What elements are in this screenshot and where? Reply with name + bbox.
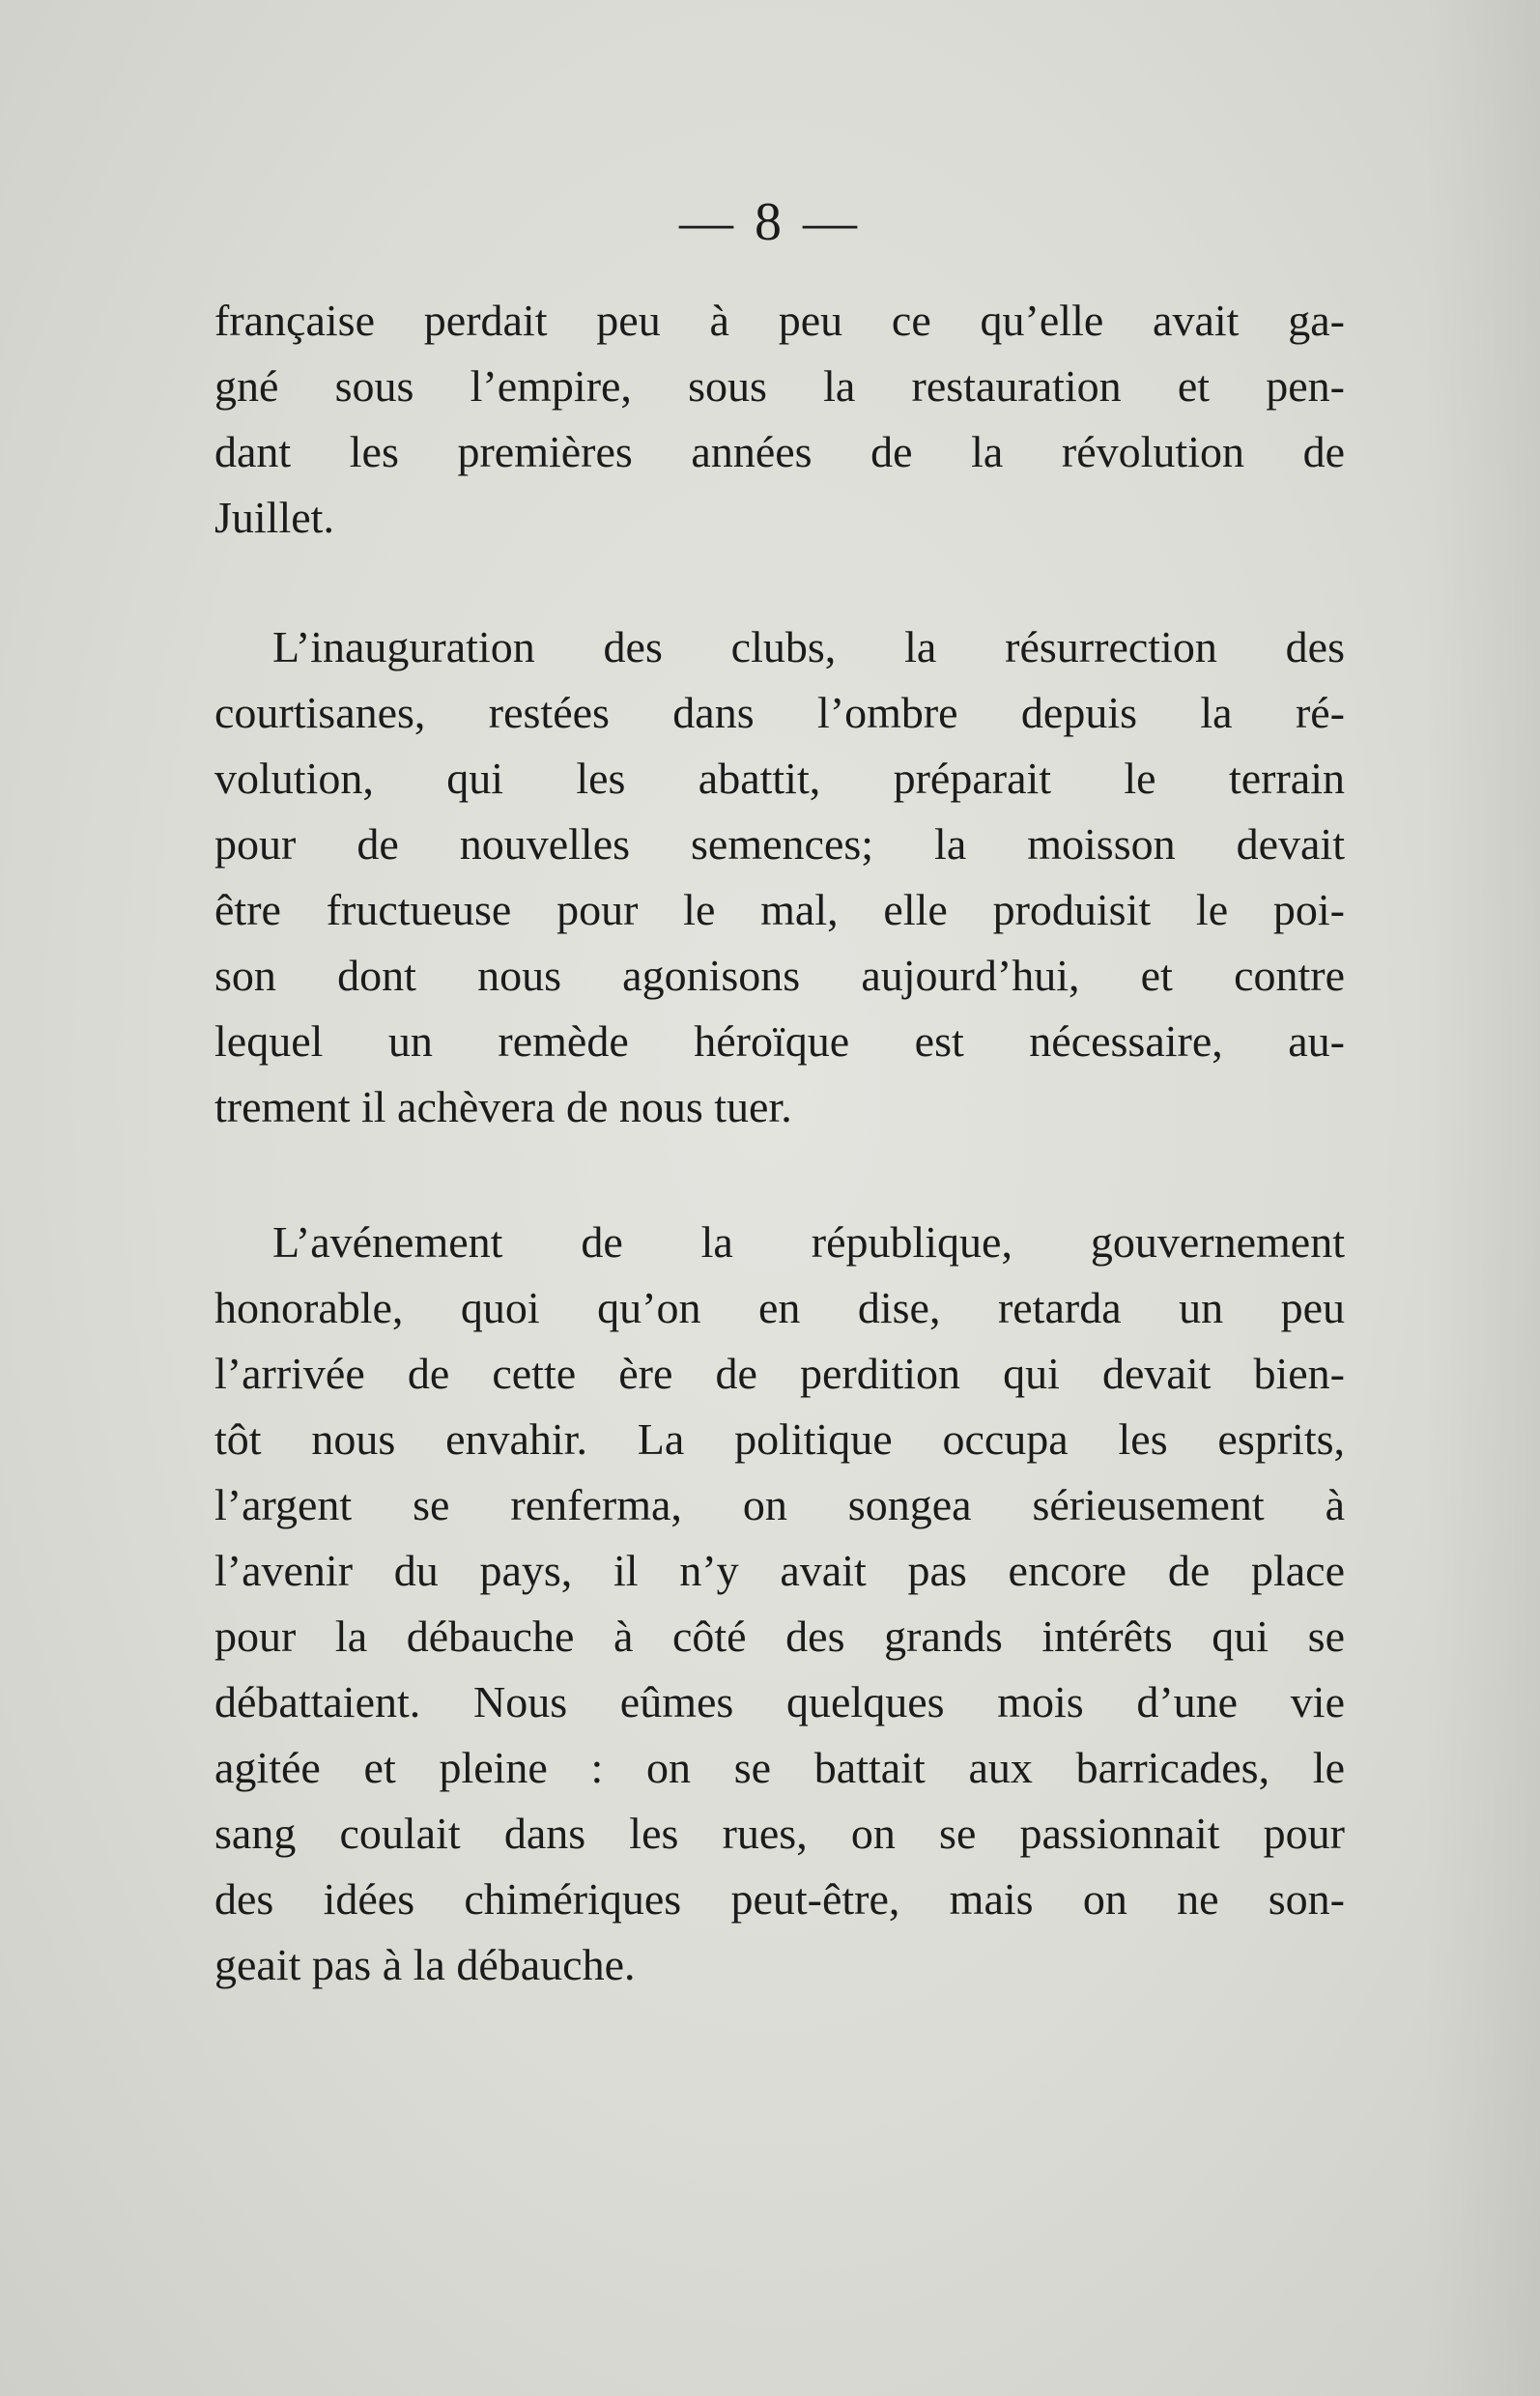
- text-line: débattaient. Nous eûmes quelques mois d’une vie: [214, 1677, 1345, 1726]
- text-line: pour la débauche à côté des grands intérêts qui se: [214, 1612, 1345, 1661]
- text-line: volution, qui les abattit, préparait le terrain: [214, 754, 1345, 803]
- text-line: agitée et pleine : on se battait aux barricades, le: [214, 1743, 1345, 1792]
- text-line: l’arrivée de cette ère de perdition qui devait bien-: [214, 1349, 1345, 1398]
- text-line: honorable, quoi qu’on en dise, retarda un peu: [214, 1283, 1345, 1332]
- text-line: courtisanes, restées dans l’ombre depuis la ré-: [214, 688, 1345, 737]
- paragraph-3: [214, 1210, 1345, 1998]
- text-line: L’avénement de la république, gouvernement: [272, 1217, 1345, 1267]
- text-line: dant les premières années de la révolution de: [214, 427, 1345, 476]
- text-line: geait pas à la débauche.: [214, 1940, 636, 1989]
- page-edge-shadow: [1424, 0, 1540, 2396]
- text-line: son dont nous agonisons aujourd’hui, et contre: [214, 951, 1345, 1000]
- text-line: trement il achèvera de nous tuer.: [214, 1082, 792, 1131]
- text-line: sang coulait dans les rues, on se passionnait pour: [214, 1809, 1345, 1858]
- text-line: lequel un remède héroïque est nécessaire, au-: [214, 1016, 1345, 1066]
- text-line: être fructueuse pour le mal, elle produisit le poi-: [214, 885, 1345, 934]
- text-line: française perdait peu à peu ce qu’elle avait ga-: [214, 296, 1345, 345]
- text-line: l’argent se renferma, on songea sérieusement à: [214, 1480, 1345, 1529]
- text-line: des idées chimériques peut-être, mais on ne son-: [214, 1874, 1345, 1924]
- paragraph-1: [214, 288, 1345, 551]
- text-line: tôt nous envahir. La politique occupa les esprits,: [214, 1414, 1345, 1464]
- text-line: l’avenir du pays, il n’y avait pas encore de place: [214, 1546, 1345, 1595]
- text-line: L’inauguration des clubs, la résurrection des: [272, 622, 1345, 671]
- text-line: gné sous l’empire, sous la restauration et pen-: [214, 361, 1345, 411]
- text-line: pour de nouvelles semences; la moisson devait: [214, 819, 1345, 869]
- paragraph-2: [214, 614, 1345, 1140]
- page-number: — 8 —: [679, 192, 861, 252]
- text-line: Juillet.: [214, 493, 334, 542]
